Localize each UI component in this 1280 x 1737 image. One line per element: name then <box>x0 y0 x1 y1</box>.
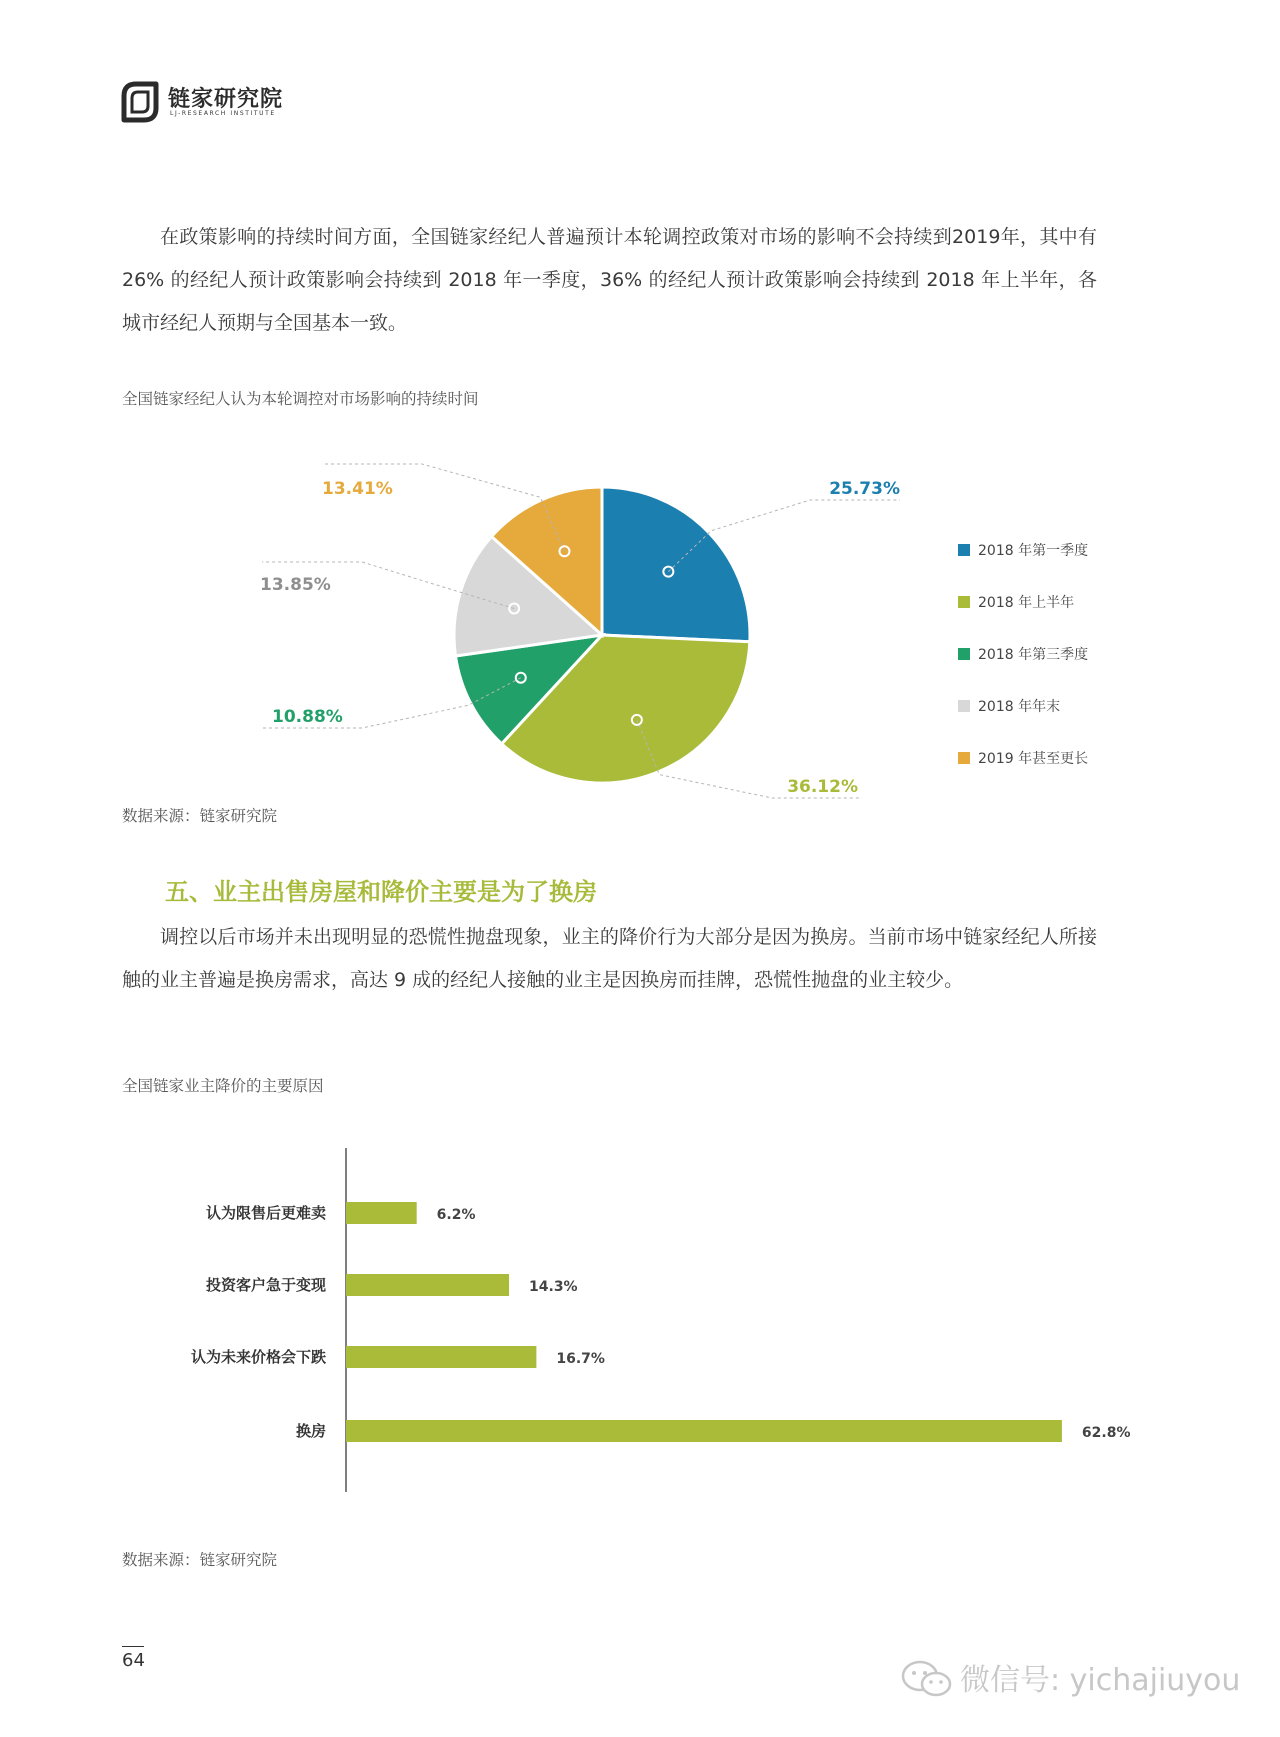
legend-swatch <box>958 700 970 712</box>
bar-value-label: 16.7% <box>556 1351 605 1367</box>
chart1-source: 数据来源：链家研究院 <box>122 807 278 825</box>
chart1-caption: 全国链家经纪人认为本轮调控对市场影响的持续时间 <box>122 390 479 408</box>
bar <box>346 1274 509 1296</box>
pie-value-label: 13.41% <box>322 479 393 499</box>
pie-value-label: 13.85% <box>260 575 331 595</box>
pie-slice <box>602 487 750 642</box>
bar-category-label: 投资客户急于变现 <box>205 1276 326 1294</box>
bar <box>346 1420 1062 1442</box>
bar-category-label: 认为未来价格会下跌 <box>190 1348 326 1366</box>
legend-swatch <box>958 648 970 660</box>
watermark-text: 微信号: yichajiuyou <box>960 1663 1241 1698</box>
brand-logo <box>118 80 298 126</box>
bar-value-label: 62.8% <box>1081 1425 1131 1441</box>
body-paragraph-2: 调控以后市场并未出现明显的恐慌性抛盘现象，业主的降价行为大部分是因为换房。当前市场中链家经纪人所接触的业主普遍是换房需求，高达 9 成的经纪人接触的业主是因换房而挂牌，恐慌性抛盘的业主较少。 <box>122 926 1097 991</box>
wechat-icon <box>900 1659 954 1699</box>
legend-label: 2018 年第三季度 <box>978 647 1089 663</box>
legend-label: 2018 年上半年 <box>978 595 1075 611</box>
logo-mark-icon <box>118 80 162 126</box>
legend-swatch <box>958 544 970 556</box>
bar-value-label: 6.2% <box>436 1207 476 1223</box>
body-paragraph-1: 在政策影响的持续时间方面，全国链家经纪人普遍预计本轮调控政策对市场的影响不会持续到2019年，其中有 26% 的经纪人预计政策影响会持续到 2018 年一季度，36% 的经纪人预计政策影响会持续到 2018 年上半年，各城市经纪人预期与全国基本一致。 <box>122 226 1097 334</box>
logo-subtitle: LJ-RESEARCH INSTITUTE <box>170 110 276 117</box>
bar <box>346 1202 417 1224</box>
legend-label: 2019 年甚至更长 <box>978 751 1089 767</box>
page-number-rule <box>122 1646 144 1647</box>
legend-swatch <box>958 596 970 608</box>
page-number: 64 <box>122 1650 145 1671</box>
legend-swatch <box>958 752 970 764</box>
bar-chart <box>0 1140 1280 1510</box>
pie-value-label: 10.88% <box>272 707 343 727</box>
logo-title: 链家研究院 <box>168 87 284 112</box>
chart2-source: 数据来源：链家研究院 <box>122 1551 278 1569</box>
section-title: 五、业主出售房屋和降价主要是为了换房 <box>165 878 597 906</box>
pie-value-label: 25.73% <box>829 479 900 499</box>
legend-label: 2018 年年末 <box>978 699 1061 715</box>
bar-category-label: 换房 <box>295 1422 326 1440</box>
pie-value-label: 36.12% <box>787 777 858 797</box>
legend-label: 2018 年第一季度 <box>978 543 1089 559</box>
bar-value-label: 14.3% <box>529 1279 578 1295</box>
chart2-caption: 全国链家业主降价的主要原因 <box>122 1077 324 1095</box>
bar-category-label: 认为限售后更难卖 <box>205 1204 326 1222</box>
bar <box>346 1346 536 1368</box>
